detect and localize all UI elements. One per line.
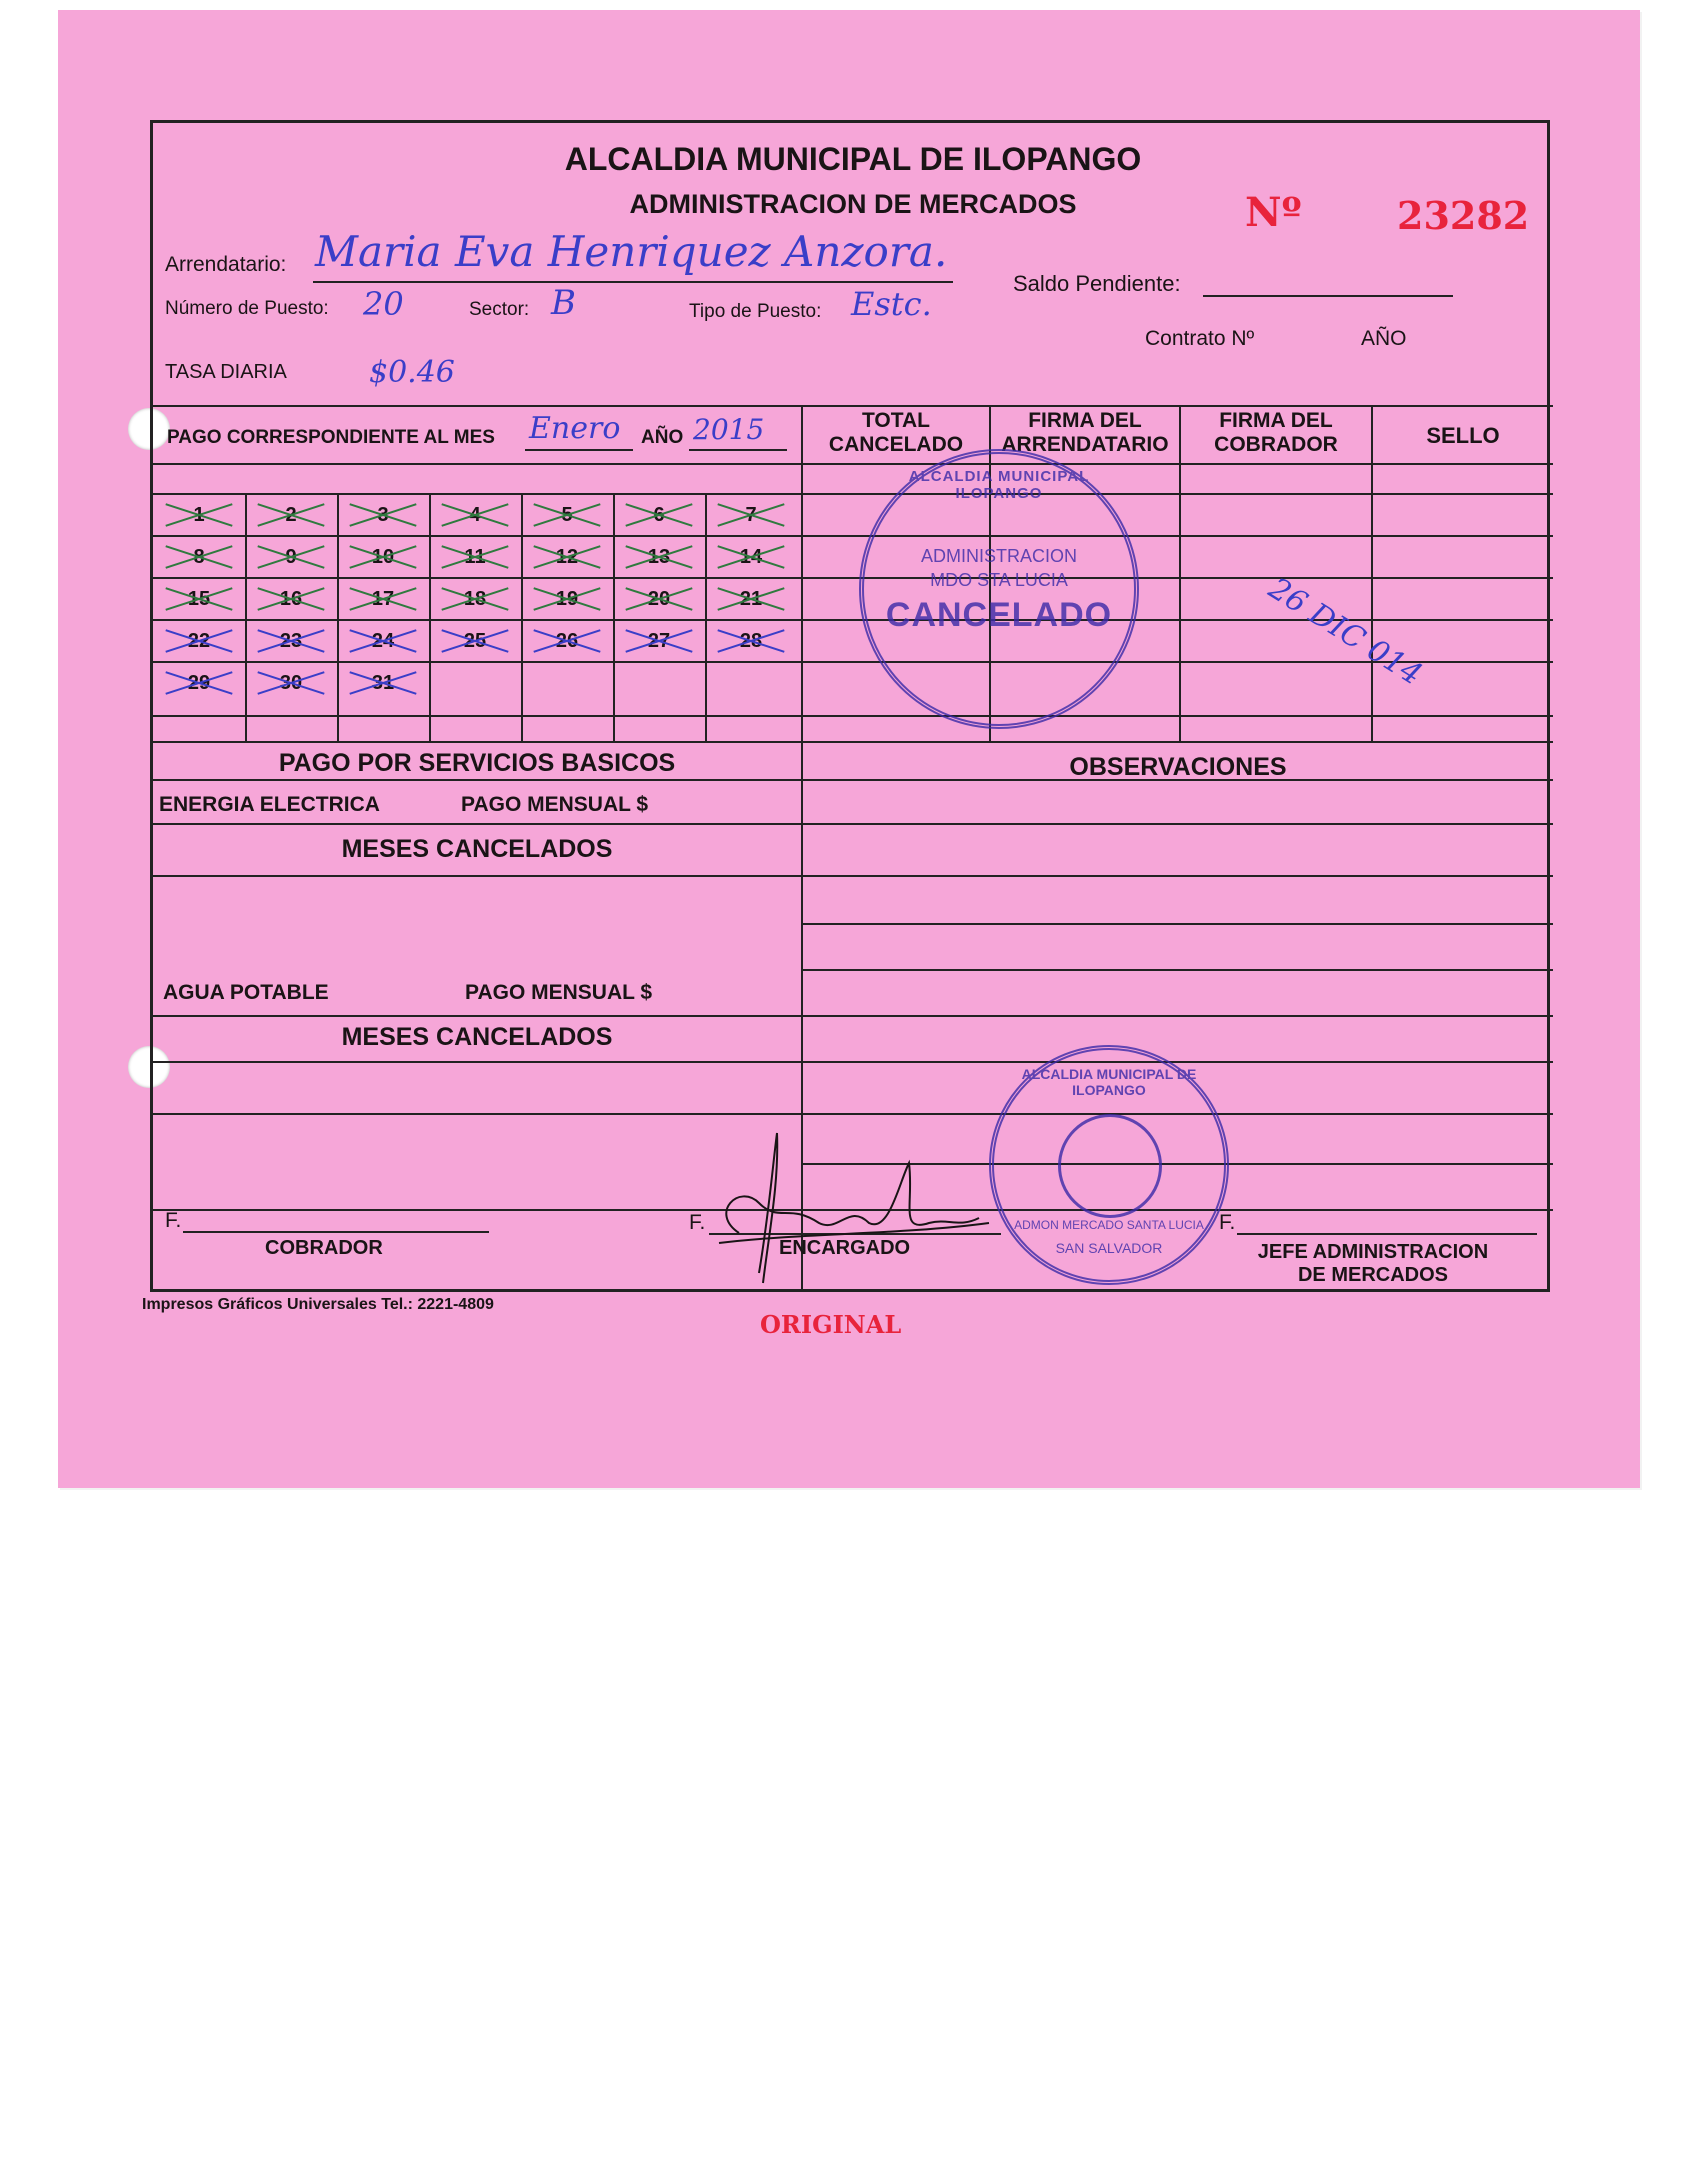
tenant-name: Maria Eva Henriquez Anzora. (315, 227, 948, 276)
grid-line (801, 405, 803, 741)
electric-months-paid: MESES CANCELADOS (341, 835, 613, 863)
day-cell (614, 537, 704, 577)
day-cell (706, 621, 796, 661)
day-label: 14 (739, 546, 763, 568)
day-cell (154, 495, 244, 535)
day-label: 21 (739, 588, 763, 610)
sector-value: B (551, 283, 576, 323)
col-sello: SELLO (1426, 423, 1500, 448)
day-cell (522, 495, 612, 535)
municipal-stamp (989, 1045, 1229, 1285)
chief-f: F. (1219, 1211, 1236, 1234)
stamp-line-1: ADMINISTRACION (920, 546, 1077, 566)
day-cell (430, 621, 520, 661)
col-total-cancelado: TOTAL CANCELADO (828, 409, 964, 456)
day-cell (430, 579, 520, 619)
contract-year-label: AÑO (1361, 327, 1407, 350)
type-label: Tipo de Puesto: (689, 301, 822, 322)
grid-line (153, 405, 1553, 407)
day-label: 31 (371, 672, 395, 694)
rate-label: TASA DIARIA (165, 361, 287, 383)
day-label: 4 (469, 504, 481, 526)
day-cell (338, 579, 428, 619)
grid-line (153, 463, 1553, 465)
tenant-underline (313, 281, 953, 283)
day-label: 3 (377, 504, 389, 526)
day-label: 28 (739, 630, 763, 652)
receipt-number-label: Nº (1245, 189, 1302, 236)
electric-label: ENERGIA ELECTRICA (159, 793, 380, 816)
grid-line (153, 715, 1553, 717)
day-label: 24 (371, 630, 395, 652)
page-title: ALCALDIA MUNICIPAL DE ILOPANGO (564, 141, 1142, 177)
day-label: 5 (561, 504, 573, 526)
collector-sign-line (183, 1231, 489, 1233)
day-cell (706, 495, 796, 535)
day-cell (154, 621, 244, 661)
grid-line (153, 823, 1553, 825)
day-label: 8 (193, 546, 205, 568)
day-label: 15 (187, 588, 211, 610)
balance-label: Saldo Pendiente: (1013, 271, 1181, 296)
day-cell (706, 579, 796, 619)
day-label: 6 (653, 504, 665, 526)
electric-monthly-label: PAGO MENSUAL $ (461, 793, 649, 816)
stamp-line-3: CANCELADO (885, 596, 1113, 634)
day-label: 12 (555, 546, 579, 568)
water-monthly-label: PAGO MENSUAL $ (465, 981, 653, 1004)
day-label: 19 (555, 588, 579, 610)
day-cell (154, 663, 244, 703)
day-cell (246, 663, 336, 703)
receipt-number: 23282 (1397, 193, 1530, 238)
day-cell (522, 579, 612, 619)
day-cell (246, 579, 336, 619)
day-cell (614, 495, 704, 535)
day-label: 1 (193, 504, 205, 526)
day-cell (430, 495, 520, 535)
stamp-line-2: MDO STA LUCIA (930, 570, 1068, 590)
tenant-label: Arrendatario: (165, 253, 287, 276)
day-label: 16 (279, 588, 303, 610)
chief-sign-line (1237, 1233, 1537, 1235)
day-label: 2 (285, 504, 297, 526)
day-cell (522, 621, 612, 661)
year-underline (689, 449, 787, 451)
grid-line (153, 1015, 1553, 1017)
stall-value: 20 (363, 285, 404, 323)
seal-date: 26 DIC 014 (1262, 571, 1429, 693)
stall-label: Número de Puesto: (165, 298, 329, 319)
day-label: 27 (647, 630, 671, 652)
month-underline (525, 449, 633, 451)
day-label: 18 (463, 588, 487, 610)
municipal-stamp-bottom: SAN SALVADOR (1055, 1240, 1163, 1256)
chief-label: JEFE ADMINISTRACION DE MERCADOS (1257, 1241, 1489, 1286)
day-label: 23 (279, 630, 303, 652)
day-cell (246, 537, 336, 577)
water-label: AGUA POTABLE (163, 981, 329, 1004)
day-label: 26 (555, 630, 579, 652)
payment-month-value: Enero (529, 411, 621, 446)
payment-month-label: PAGO CORRESPONDIENTE AL MES (167, 427, 495, 448)
manager-label: ENCARGADO (779, 1237, 911, 1259)
day-cell (246, 621, 336, 661)
collector-label: COBRADOR (265, 1237, 383, 1259)
day-cell (154, 537, 244, 577)
balance-underline (1203, 295, 1453, 297)
day-cell (706, 537, 796, 577)
grid-line (1371, 405, 1373, 741)
printer-credit: Impresos Gráficos Universales Tel.: 2221-4809 (142, 1296, 494, 1313)
copy-label: ORIGINAL (760, 1310, 902, 1339)
manager-signature (699, 1123, 999, 1293)
day-cell (338, 663, 428, 703)
water-months-paid: MESES CANCELADOS (341, 1023, 613, 1051)
day-cell (338, 621, 428, 661)
day-cell (338, 495, 428, 535)
day-label: 9 (285, 546, 297, 568)
payment-year-value: 2015 (693, 413, 765, 446)
payment-year-label: AÑO (641, 427, 684, 448)
day-label: 20 (647, 588, 671, 610)
day-label: 30 (279, 672, 303, 694)
day-label: 10 (371, 546, 395, 568)
manager-f: F. (689, 1211, 706, 1234)
col-firma-cobrador: FIRMA DEL COBRADOR (1214, 409, 1338, 456)
coat-of-arms-icon (1058, 1114, 1162, 1218)
services-title: PAGO POR SERVICIOS BASICOS (278, 749, 676, 777)
cancelado-stamp (859, 449, 1139, 729)
day-cell (430, 537, 520, 577)
grid-line (153, 1061, 1553, 1063)
grid-line (1179, 405, 1181, 741)
grid-line (153, 875, 1553, 877)
day-label: 22 (187, 630, 211, 652)
grid-line (153, 1113, 1553, 1115)
day-cell (338, 537, 428, 577)
grid-line (153, 741, 1553, 743)
day-label: 17 (371, 588, 395, 610)
grid-line (801, 969, 1553, 971)
municipal-stamp-inner: ADMON MERCADO SANTA LUCIA (1014, 1218, 1204, 1232)
grid-line (801, 923, 1553, 925)
day-cell (614, 579, 704, 619)
contract-label: Contrato Nº (1145, 327, 1255, 350)
day-label: 11 (464, 546, 486, 568)
day-cell (522, 537, 612, 577)
day-cell (614, 621, 704, 661)
observations-title: OBSERVACIONES (1069, 753, 1287, 781)
receipt-form (150, 120, 1550, 1292)
day-label: 29 (187, 672, 211, 694)
day-label: 7 (745, 504, 757, 526)
day-cell (154, 579, 244, 619)
municipal-stamp-ring: ALCALDIA MUNICIPAL DE ILOPANGO (1021, 1066, 1197, 1098)
rate-value: $0.46 (369, 355, 455, 390)
day-label: 13 (647, 546, 671, 568)
page-subtitle: ADMINISTRACION DE MERCADOS (629, 189, 1077, 219)
day-label: 25 (463, 630, 487, 652)
day-cell (246, 495, 336, 535)
col-firma-arrendatario: FIRMA DEL ARRENDATARIO (1001, 409, 1169, 456)
collector-f: F. (165, 1209, 182, 1232)
stamp-ring-text: ALCALDIA MUNICIPAL ILOPANGO (908, 468, 1090, 502)
type-value: Estc. (851, 285, 932, 323)
sector-label: Sector: (469, 299, 530, 320)
